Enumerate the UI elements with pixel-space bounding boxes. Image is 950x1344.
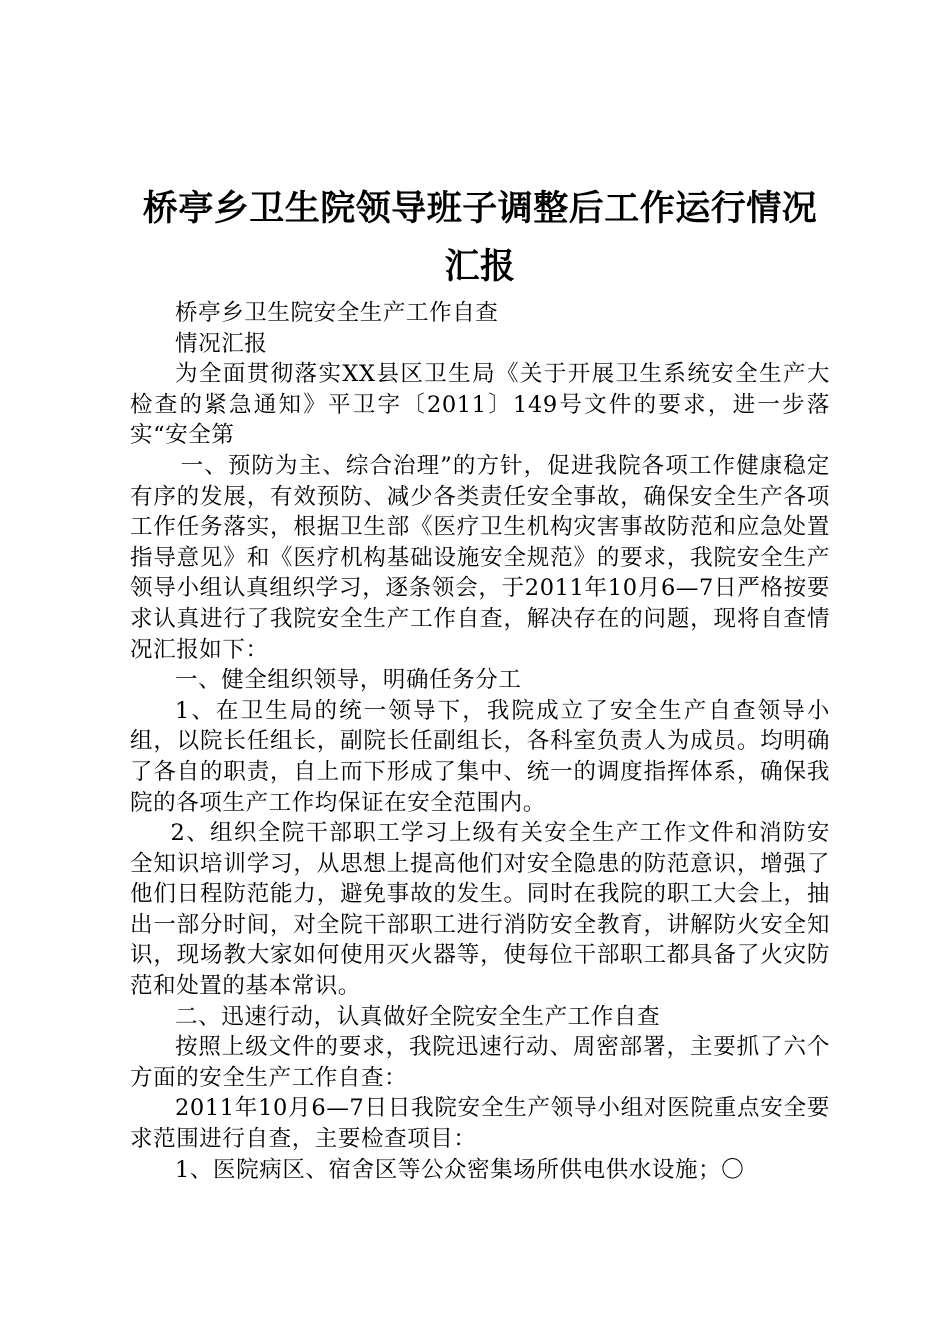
section-heading-1: 一、健全组织领导，明确任务分工: [175, 667, 522, 694]
paragraph-item-2: 2、组织全院干部职工学习上级有关安全生产工作文件和消防安全知识培训学习，从思想上提高他们对安全隐患的防范意识，增强了他们日程防范能力，避免事故的发生。同时在我院的职工大会上，抽出一部分时间，对全院干部职工进行消防安全教育，讲解防火安全知识，现场教大家如何使用灭火器等，使每位干部职工都具备了火灾防范和处置的基本常识。: [130, 820, 830, 1000]
paragraph-principle: 一、预防为主、综合治理”的方针，促进我院各项工作健康稳定有序的发展，有效预防、减少各类责任安全事故，确保安全生产各项工作任务落实，根据卫生部《医疗卫生机构灾害事故防范和应急处置指导意见》和《医疗机构基础设施安全规范》的要求，我院安全生产领导小组认真组织学习，逐条领会，于2011年10月6—7日严格按要求认真进行了我院安全生产工作自查，解决存在的问题，现将自查情况汇报如下：: [130, 452, 830, 663]
document-body: [130, 298, 830, 1185]
document-title: 桥亭乡卫生院领导班子调整后工作运行情况汇报: [142, 189, 818, 287]
document-page: [130, 180, 830, 1185]
paragraph-item-1: 1、在卫生局的统一领导下，我院成立了安全生产自查领导小组，以院长任组长，副院长任副组长，各科室负责人为成员。均明确了各自的职责，自上而下形成了集中、统一的调度指挥体系，确保我院的各项生产工作均保证在安全范围内。: [130, 697, 830, 816]
paragraph-section-2-intro: 按照上级文件的要求，我院迅速行动、周密部署，主要抓了六个方面的安全生产工作自查：: [130, 1034, 830, 1091]
paragraph-intro: 为全面贯彻落实XX县区卫生局《关于开展卫生系统安全生产大检查的紧急通知》平卫字〔2011〕149号文件的要求，进一步落实“安全第: [130, 361, 830, 449]
section-heading-2: 二、迅速行动，认真做好全院安全生产工作自查: [175, 1003, 661, 1030]
paragraph-inspection-item-1: 1、医院病区、宿舍区等公众密集场所供电供水设施；〇: [175, 1156, 745, 1183]
paragraph-inspection-date: 2011年10月6—7日日我院安全生产领导小组对医院重点安全要求范围进行自查，主要检查项目：: [130, 1095, 830, 1153]
paragraph-subtitle-line1: 桥亭乡卫生院安全生产工作自查: [175, 300, 499, 326]
paragraph-subtitle-line2: 情况汇报: [175, 330, 268, 357]
